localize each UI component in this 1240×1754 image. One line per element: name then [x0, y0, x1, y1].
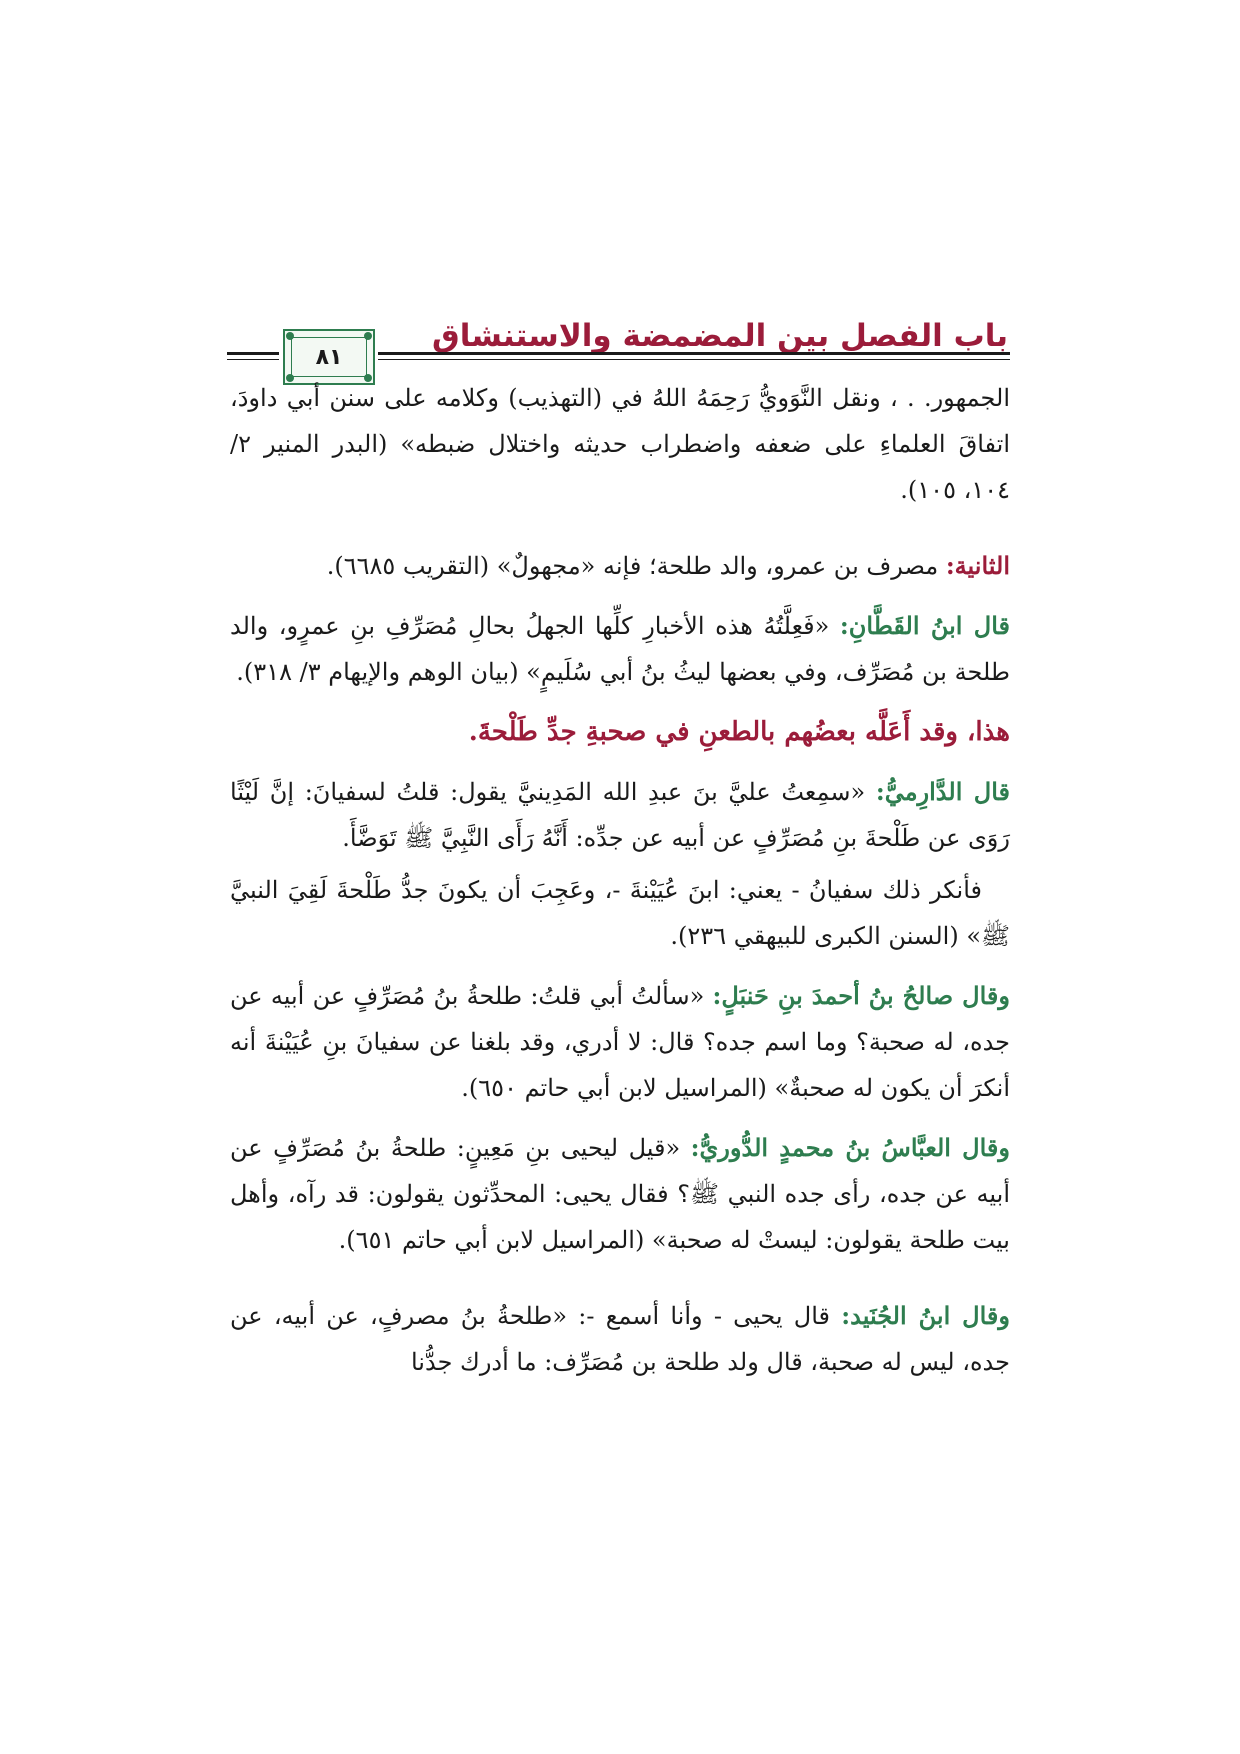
paragraph-text: فأنكر ذلك سفيانُ - يعني: ابنَ عُيَيْنةَ -، وعَجِبَ أن يكونَ جدُّ طَلْحةَ لَقِيَ النبيَّ ﷺ» (السنن الكبرى للبيهقي ٢٣٦).: [230, 876, 1010, 950]
point-label: الثانية:: [945, 551, 1010, 580]
page-number: ٨١: [315, 344, 343, 370]
chapter-title: باب الفصل بين المضمضة والاستنشاق: [432, 318, 1008, 354]
section-heading-text: هذا، وقد أَعَلَّه بعضُهم بالطعنِ في صحبةِ جدِّ طَلْحةَ.: [468, 717, 1010, 747]
header-rule-right-thick: [378, 352, 1010, 355]
speaker-name: وقال ابنُ الجُنَيد:: [841, 1301, 1010, 1330]
speaker-name: وقال صالحُ بنُ أحمدَ بنِ حَنبَلٍ:: [712, 981, 1010, 1010]
paragraph-text: مصرف بن عمرو، والد طلحة؛ فإنه «مجهولٌ» (التقريب ٦٦٨٥).: [326, 552, 946, 580]
paragraph-text: «قيل ليحيى بنِ مَعِينٍ: طلحةُ بنُ مُصَرِّفٍ عن أبيه عن جده، رأى جده النبي ﷺ؟ فقال يحيى: المحدِّثون يقولون: قد رآه، وأهل بيت طلحة يقولون: ليستْ له صحبة» (المراسيل لابن أبي حاتم ٦٥١).: [230, 1134, 1010, 1254]
paragraph-text: قال يحيى - وأنا أسمع -: «طلحةُ بنُ مصرفٍ، عن أبيه، عن جده، ليس له صحبة، قال ولد طلحة بن مُصَرِّف: ما أدرك جدُّنا: [230, 1302, 1010, 1376]
paragraph-text: «فَعِلَّتُهُ هذه الأخبارِ كلِّها الجهلُ بحالِ مُصَرِّفِ بنِ عمرٍو، والد طلحة بن مُصَرِّف، وفي بعضها ليثُ بنُ أبي سُلَيمٍ» (بيان الوهم والإيهام ٣/ ٣١٨).: [230, 612, 1010, 686]
speaker-name: وقال العبَّاسُ بنُ محمدٍ الدُّوريُّ:: [690, 1133, 1010, 1162]
header-rule-left-thick: [227, 352, 279, 355]
header-rule-left-thin: [227, 359, 279, 360]
paragraph-al-darimi: [230, 769, 1010, 861]
paragraph-salih: [230, 973, 1010, 1111]
paragraph-text: «سألتُ أبي قلتُ: طلحةُ بنُ مُصَرِّفٍ عن أبيه عن جده، له صحبة؟ وما اسم جده؟ قال: لا أدري، وقد بلغنا عن سفيانَ بنِ عُيَيْنةَ أنه أنكرَ أن يكون له صحبةٌ» (المراسيل لابن أبي حاتم ٦٥٠).: [230, 982, 1011, 1102]
paragraph-al-duri: [230, 1125, 1010, 1263]
section-heading: [230, 709, 1010, 755]
page-body: [230, 375, 1010, 1399]
paragraph-text: الجمهور. . ، ونقل النَّوَويُّ رَحِمَهُ اللهُ في (التهذيب) وكلامه على سنن أبي داودَ، اتفاقَ العلماءِ على ضعفه واضطراب حديثه واختلال ضبطه» (البدر المنير ٢/ ١٠٤، ١٠٥).: [230, 384, 1010, 504]
paragraph-sufyan: [230, 867, 1010, 959]
paragraph-continuation: [230, 375, 1010, 513]
speaker-name: قال الدَّارِميُّ:: [875, 777, 1010, 806]
paragraph-text: «سمِعتُ عليَّ بنَ عبدِ الله المَدِينيَّ يقول: قلتُ لسفيانَ: إنَّ لَيْثًا رَوَى عن طَلْحةَ بنِ مُصَرِّفٍ عن أبيه عن جدِّه: أَنَّهُ رَأَى النَّبِيَّ ﷺ تَوَضَّأَ.: [230, 778, 1010, 852]
paragraph-ibn-al-qattan: [230, 603, 1010, 695]
header-rule-right-thin: [378, 359, 1010, 360]
paragraph-second-reason: [230, 543, 1010, 589]
page-number-frame: [291, 337, 367, 377]
speaker-name: قال ابنُ القَطَّانِ:: [839, 611, 1010, 640]
paragraph-ibn-al-junayd: [230, 1293, 1010, 1385]
